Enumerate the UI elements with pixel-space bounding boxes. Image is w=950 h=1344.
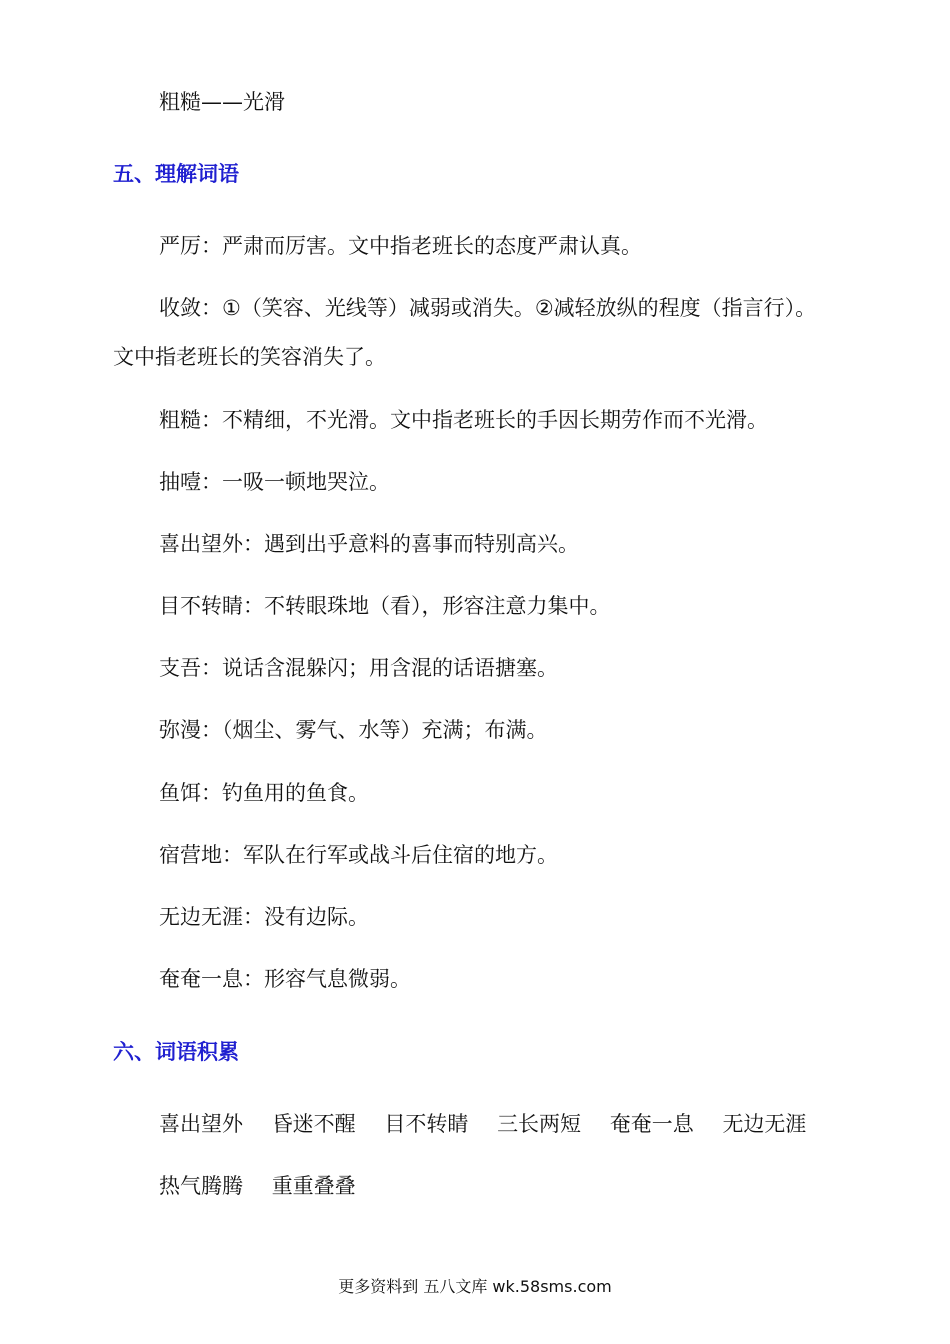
definition-line: 支吾：说话含混躲闪；用含混的话语搪塞。 [159, 656, 558, 680]
vocab-word: 热气腾腾 [159, 1174, 243, 1198]
section-5-heading: 五、理解词语 [113, 162, 239, 186]
definition-line: 奄奄一息：形容气息微弱。 [159, 967, 411, 991]
definition-line: 弥漫：（烟尘、雾气、水等）充满；布满。 [159, 718, 548, 742]
definition-line: 鱼饵：钓鱼用的鱼食。 [159, 781, 369, 805]
definition-line: 严厉：严肃而厉害。文中指老班长的态度严肃认真。 [159, 234, 642, 258]
vocab-word: 奄奄一息 [609, 1112, 694, 1136]
vocab-row [159, 1110, 806, 1138]
section-6-heading: 六、词语积累 [113, 1040, 239, 1064]
definition-line: 粗糙：不精细，不光滑。文中指老班长的手因长期劳作而不光滑。 [159, 408, 768, 432]
vocab-row [159, 1172, 356, 1200]
vocab-word: 喜出望外 [159, 1112, 243, 1136]
vocab-word: 重重叠叠 [271, 1174, 356, 1198]
definition-line: 无边无涯：没有边际。 [159, 905, 369, 929]
definition-line-continued: 文中指老班长的笑容消失了。 [113, 345, 386, 369]
vocab-word: 三长两短 [497, 1112, 582, 1136]
definition-line: 喜出望外：遇到出乎意料的喜事而特别高兴。 [159, 532, 579, 556]
footer-text: 更多资料到 五八文库 wk.58sms.com [338, 1277, 612, 1296]
definition-line: 抽噎：一吸一顿地哭泣。 [159, 470, 390, 494]
antonym-line: 粗糙——光滑 [159, 90, 285, 114]
definition-line: 收敛：①（笑容、光线等）减弱或消失。②减轻放纵的程度（指言行）。 [159, 296, 817, 320]
vocab-word: 昏迷不醒 [271, 1112, 356, 1136]
definition-line: 目不转睛：不转眼珠地（看），形容注意力集中。 [159, 594, 611, 618]
vocab-word: 目不转睛 [384, 1112, 469, 1136]
definition-line: 宿营地：军队在行军或战斗后住宿的地方。 [159, 843, 558, 867]
vocab-word: 无边无涯 [722, 1112, 807, 1136]
